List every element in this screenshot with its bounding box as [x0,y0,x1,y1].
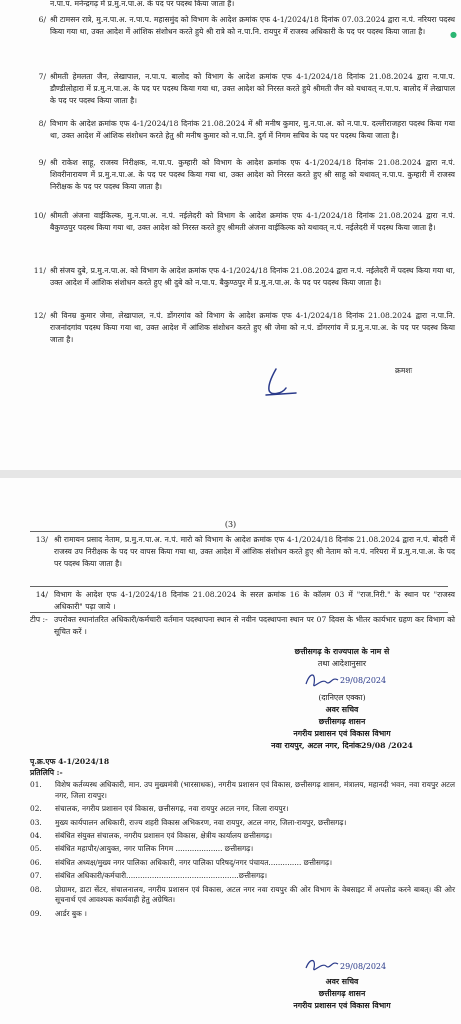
item-text: श्री रामायन प्रसाद नेताम, प्र.मु.न.पा.अ. न.पं. मारो को विभाग के आदेश क्रमांक एफ 4-1/2024/18 दिनांक 21.08.2024 द्वारा न.पं. बोदरी में राजस्व उप निरीक्षक के पद पर वापस किया गया था, उक्त आदेश में आंशिक संशोधन करते हुए श्री नेताम को न.पं. नरियरा में प्र.मु.न.पा.अ. के पद पर पदस्थ किया जाता है। [54,535,455,568]
list-item-text: विशेष कर्तव्यस्थ अधिकारी, मान. उप मुख्यमंत्री (भारसाधक), नगरीय प्रशासन एवं विकास, छत्तीसगढ़ शासन, मंत्रालय, महानदी भवन, नवा रायपुर अटल नगर, जिला रायपुर। [55,780,455,800]
item-text: श्री टामसन रात्रे, मु.न.पा.अ. न.पा.प. महासमुंद को विभाग के आदेश क्रमांक एफ 4-1/2024/18 दिनांक 07.03.2024 द्वारा न.पं. नरियरा पदस्थ किया गया था, उक्त आदेश में आंशिक संशोधन करते हुये श्री रात्रे को न.पा.नि. रायपुर में राजस्व अधिकारी के पद पर पदस्थ किया जाता है। [50,15,455,37]
handwritten-signature [232,670,452,692]
list-item [30,818,455,829]
list-item-text: प्रोग्रामर, डाटा सेंटर, संचालनालय, नगरीय प्रशासन एवं विकास, अटल नगर नवा रायपुर की ओर विभाग के वेबसाइट में अपलोड करने बाबत्। की ओर सूचनार्थ एवं आवश्यक कार्यवाही हेतु अग्रेषित। [55,884,455,905]
government-name: छत्तीसगढ़ शासन [318,717,366,726]
table-rule [30,586,448,587]
list-item [30,909,455,920]
list-item [30,831,455,842]
table-rule [30,612,448,613]
item-number: 9/ [38,158,46,167]
item-number: 6/ [38,15,46,24]
department-name: नगरीय प्रशासन एवं विकास विभाग [293,1001,391,1010]
signatory-name: (दानिएल एक्का) [318,693,366,702]
item-text: श्रीमती अंजना वाईकिल्क, मु.न.पा.अ. न.पं. नईलेदरी को विभाग के आदेश क्रमांक एफ 4-1/2024/18 दिनांक 21.08.2024 द्वारा न.पं. बैकुण्ठपुर पदस्थ किया गया था, उक्त आदेश को निरस्त करते हुए श्रीमती अंजना वाईकिल्क को यथावत् न.पं. नईलेदरी में पदस्थ किया जाता है। [50,211,455,233]
item-text: श्री राकेश साहू, राजस्व निरीक्षक, न.पा.प. कुम्हारी को विभाग के आदेश क्रमांक एफ 4-1/2024/18 दिनांक 21.08.2024 द्वारा न.पं. शिवरीनारायण में प्र.मु.न.पा.अ. के पद पर पदस्थ किया गया था, उक्त आदेश को निरस्त करते हुए श्री साहू को यथावत् न.पा.प. कुम्हारी में राजस्व निरीक्षक के पद पर पदस्थ किया जाता है। [50,158,455,192]
copy-to-label: प्रतिलिपि :- [30,768,63,777]
note-label: टीप :- [30,615,48,624]
list-item-text: संचालक, नगरीय प्रशासन एवं विकास, छत्तीसगढ़, नवा रायपुर अटल नगर, जिला रायपुर। [55,804,289,814]
endorsement-reference [30,756,109,778]
table-rule [30,531,448,532]
list-item [30,804,455,815]
item-number: 13/ [35,535,48,544]
list-item-text: संबंधित अधिकारी/कर्मचारी................................................छत्तीसगढ़। [55,871,268,881]
list-item-text: आर्डर बुक । [55,908,87,918]
list-item-text: संबंधित अध्यक्ष/मुख्य नगर पालिका अधिकारी, नगर पालिका परिषद्/नगर पंचायत.............. छत्तीसगढ़। [55,857,332,867]
item-number: 7/ [38,72,46,81]
item-number: 11/ [33,266,46,275]
list-item-number: 09. [30,908,42,918]
item-number: 10/ [33,211,46,220]
item-text: श्री विनम्र कुमार जेमा, लेखापाल, न.पं. डोंगरगांव को विभाग के आदेश क्रमांक एफ 4-1/2024/18 दिनांक 21.08.2024 द्वारा न.पा.नि. राजनांदगांव पदस्थ किया गया था, उक्त आदेश में आंशिक संशोधन करते हुए श्री जेमा को न.पं. डोंगरगांव में प्र.मु.न.पा.अ. के पद पर पदस्थ किया जाता है। [50,311,455,345]
list-item [30,780,455,802]
list-item-text: संबंधित महापौर/आयुक्त, नगर पालिक निगम .................... छत्तीसगढ़। [55,844,254,854]
department-name: नगरीय प्रशासन एवं विकास विभाग [293,729,391,738]
list-item [30,885,455,907]
list-item [30,871,455,882]
item-text: श्रीमती हेमलता जैन, लेखापाल, न.पा.प. बालोद को विभाग के आदेश क्रमांक एफ 4-1/2024/18 दिनांक 21.08.2024 द्वारा न.पा.प. डौण्डीलोहारा में प्र.मु.न.पा.अ. के पद पर पदस्थ किया गया था, उक्त आदेश को निरस्त करते हुये श्रीमती जैन को यथावत् न.पा.प. बालोद में लेखापाल के पद पर पदस्थ किया जाता है। [50,72,455,106]
green-dot-mark: ● [450,30,457,39]
list-item-number: 05. [30,844,42,854]
document-page-2 [0,0,461,478]
signature-block-1 [232,646,452,752]
signatory-designation: अवर सचिव [325,977,359,986]
list-item-number: 08. [30,884,42,894]
by-order-line-2: तथा आदेशानुसार [317,659,367,668]
handwritten-signature [232,956,452,976]
document-page-3 [0,478,461,1024]
item-text: विभाग के आदेश क्रमांक एफ 4-1/2024/18 दिनांक 21.08.2024 में श्री मनीष कुमार, मु.न.पा.अ. को न.पा.प. दल्लीराजहरा पदस्थ किया गया था, उक्त आदेश में आंशिक संशोधन करते हेतु श्री मनीष कुमार को न.पा.नि. दुर्ग में निगम सचिव के पद पर पदस्थ किया जाता है। [50,119,455,141]
list-item [30,858,455,869]
item-text: विभाग के आदेश एफ 4-1/2024/18 दिनांक 21.08.2024 के सरल क्रमांक 16 के कॉलम 03 में "राज.निरी." के स्थान पर "राजस्व अधिकारी" पढ़ा जाये । [54,590,455,611]
copy-to-list [30,780,455,922]
signature-date: 29/08/2024 [340,962,387,971]
list-item-number: 06. [30,857,42,867]
item-number: 12/ [33,311,46,320]
signature-date: 29/08/2024 [340,676,387,685]
page-number: (3) [224,520,237,529]
list-item-number: 07. [30,871,42,881]
list-item-text: संबंधित संयुक्त संचालक, नगरीय प्रशासन एवं विकास, क्षेत्रीय कार्यालय छत्तीसगढ़। [55,830,273,840]
note-text: उपरोक्त स्थानांतरित अधिकारी/कर्मचारी वर्तमान पदस्थापना स्थान से नवीन पदस्थापना स्थान पर 07 दिवस के भीतर कार्यभार ग्रहण कर विभाग को सूचित करें । [54,615,455,636]
continued-label: क्रमशः [395,366,413,375]
list-item-number: 02. [30,804,42,814]
government-name: छत्तीसगढ़ शासन [318,989,366,998]
item-number: 8/ [38,119,46,128]
list-item [30,844,455,855]
place-date: नवा रायपुर, अटल नगर, दिनांक29/08 /2024 [271,741,413,750]
list-item-number: 01. [30,780,42,789]
list-item-number: 04. [30,830,42,840]
item-text: न.पा.प. मनेन्द्रगढ़ में प्र.मु.न.पा.अ. के पद पर पदस्थ किया जाता है। [50,0,235,8]
by-order-line: छत्तीसगढ़ के राज्यपाल के नाम से [294,647,390,656]
signatory-designation: अवर सचिव [325,705,359,714]
item-text: श्री संजय दुबे, प्र.मु.न.पा.अ. को विभाग के आदेश क्रमांक एफ 4-1/2024/18 दिनांक 21.08.2024 द्वारा न.पं. नईलेदरी में पदस्थ किया गया था, उक्त आदेश में आंशिक संशोधन करते हुए श्री दुबे को न.पा.प. बैकुण्ठपुर में प्र.मु.न.पा.अ. के पद पर पदस्थ किया जाता है। [50,266,455,288]
initials-signature-mark [262,366,302,400]
signature-block-2 [232,956,452,1012]
list-item-text: मुख्य कार्यपालन अधिकारी, राज्य शहरी विकास अभिकरण, नवा रायपुर, अटल नगर, जिला-रायपुर, छत्तीसगढ़। [55,817,347,827]
item-number: 14/ [35,590,48,599]
list-item-number: 03. [30,817,42,827]
endorsement-number: पृ.क्र.एफ 4-1/2024/18 [30,757,110,766]
